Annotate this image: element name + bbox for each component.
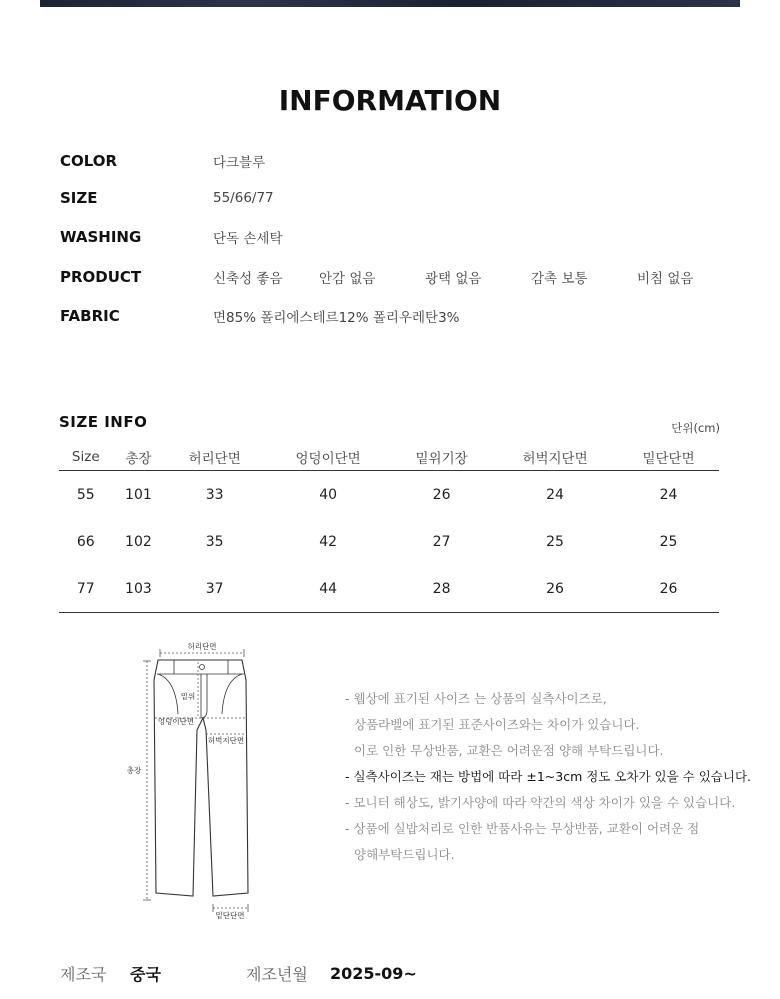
table-cell: 101 <box>125 486 152 503</box>
info-value: 단독 손세탁 <box>213 231 283 247</box>
info-label: SIZE <box>60 189 98 207</box>
table-cell: 37 <box>164 565 265 613</box>
info-value: 면85% 폴리에스테르12% 폴리우레탄3% <box>213 310 460 326</box>
product-value: 광택 없음 <box>425 271 482 287</box>
table-cell: 66 <box>76 533 95 550</box>
product-values <box>213 267 743 287</box>
table-cell: 42 <box>319 533 338 550</box>
column-header: Size <box>59 444 113 471</box>
info-row-fabric <box>60 305 460 327</box>
table-row <box>59 565 719 613</box>
size-info-title: SIZE INFO <box>59 413 148 431</box>
info-value: 55/66/77 <box>213 190 274 206</box>
column-header: 밑단단면 <box>618 444 719 471</box>
table-cell: 77 <box>59 565 113 613</box>
product-value: 비침 없음 <box>637 271 694 287</box>
info-row-size <box>60 187 274 209</box>
info-value: 다크블루 <box>213 155 266 171</box>
column-header: 밑위기장 <box>391 444 492 471</box>
column-header: 허리단면 <box>164 444 265 471</box>
product-value: 감촉 보통 <box>531 271 588 287</box>
table-cell: 24 <box>659 486 678 503</box>
manufacture-info <box>60 960 417 986</box>
info-row-product <box>60 266 743 288</box>
size-table <box>59 444 719 613</box>
table-cell: 25 <box>546 533 564 550</box>
column-header: 엉덩이단면 <box>265 444 391 471</box>
note-line: - 상품에 실밥처리로 인한 반품사유는 무상반품, 교환이 어려운 점 <box>345 821 700 836</box>
page-title: INFORMATION <box>278 84 502 117</box>
table-cell: 24 <box>546 486 564 503</box>
origin-label: 제조국 <box>60 964 107 984</box>
table-cell: 26 <box>618 565 719 613</box>
unit-label: 단위(cm) <box>671 421 720 435</box>
table-cell: 25 <box>659 533 678 550</box>
info-row-washing <box>60 226 283 248</box>
column-header: 총장 <box>113 444 165 471</box>
date-label: 제조년월 <box>246 964 308 984</box>
product-value: 신축성 좋음 <box>213 271 283 287</box>
note-line-emphasis: - 실측사이즈는 재는 방법에 따라 ±1~3cm 정도 오차가 있을 수 있습니다. <box>345 769 751 784</box>
table-header-row <box>59 444 719 471</box>
thigh-label: 허벅지단면 <box>207 736 245 745</box>
note-line: 이로 인한 무상반품, 교환은 어려운점 양해 부탁드립니다. <box>354 743 664 758</box>
table-cell: 35 <box>205 533 224 550</box>
hip-label: 엉덩이단면 <box>157 717 195 726</box>
note-line: 상품라벨에 표기된 표준사이즈와는 차이가 있습니다. <box>354 717 640 732</box>
pants-measurement-diagram <box>120 638 270 928</box>
table-cell: 27 <box>432 533 451 550</box>
table-row <box>59 471 719 519</box>
table-cell: 26 <box>492 565 618 613</box>
hem-label: 밑단단면 <box>215 911 245 920</box>
column-header: 허벅지단면 <box>492 444 618 471</box>
size-notes <box>345 686 765 868</box>
note-line: - 모니터 해상도, 밝기사양에 따라 약간의 색상 차이가 있을 수 있습니다. <box>345 795 736 810</box>
product-value: 안감 없음 <box>319 271 376 287</box>
note-line: 양해부탁드립니다. <box>354 847 455 862</box>
table-cell: 26 <box>432 486 451 503</box>
table-row <box>59 518 719 565</box>
table-cell: 28 <box>391 565 492 613</box>
date-value: 2025-09~ <box>330 963 417 983</box>
info-label: PRODUCT <box>60 268 142 286</box>
origin-value: 중국 <box>130 964 161 984</box>
length-label: 총장 <box>126 766 142 775</box>
table-cell: 40 <box>319 486 338 503</box>
note-line: - 웹상에 표기된 사이즈 는 상품의 실측사이즈로, <box>345 691 607 706</box>
info-row-color <box>60 150 265 172</box>
table-cell: 55 <box>76 486 95 503</box>
top-product-image-edge <box>40 0 740 7</box>
table-cell: 33 <box>205 486 224 503</box>
info-label: FABRIC <box>60 307 120 325</box>
waist-label: 허리단면 <box>187 642 217 651</box>
table-cell: 44 <box>265 565 391 613</box>
table-cell: 102 <box>125 533 152 550</box>
info-label: COLOR <box>60 152 118 170</box>
info-label: WASHING <box>60 228 142 246</box>
table-cell: 103 <box>113 565 165 613</box>
rise-label: 밑위 <box>180 692 196 701</box>
